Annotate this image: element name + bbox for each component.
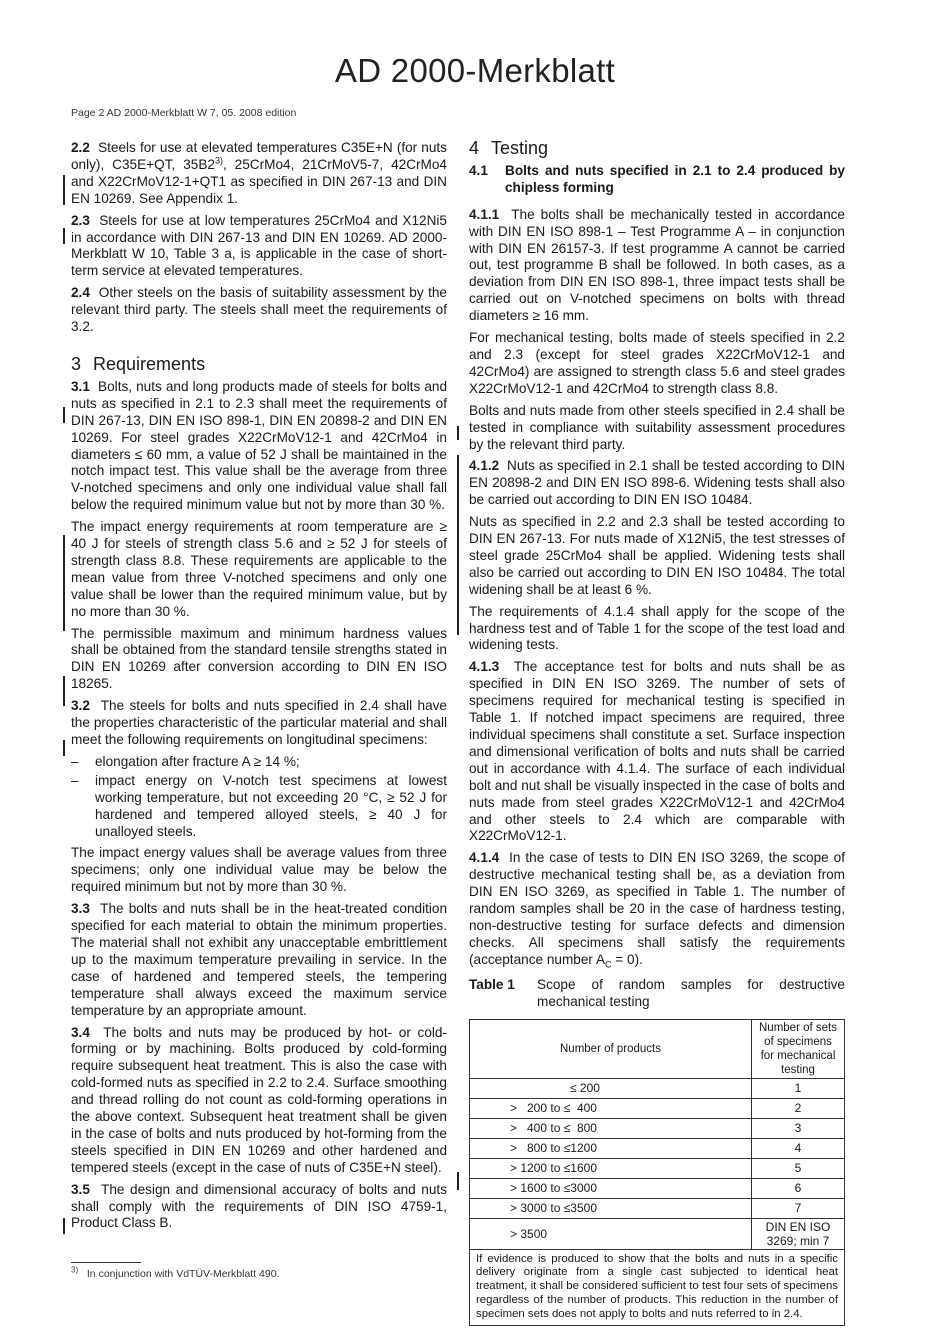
para-number: 2.2 [71,140,90,155]
table-row [470,1218,845,1249]
change-bar [457,1172,459,1190]
para-text: Steels for use at low temperatures 25CrMo4 and X12Ni5 in accordance with DIN 267-13 and DIN EN 10269. AD 2000-Merkblatt W 10, Table 3 a, is applicable in the case of short-term service at elevated temperatures. [71,212,447,279]
products-range-cell: ≤ 200 [470,1078,752,1098]
para-number: 4.1.4 [469,850,500,866]
change-bar [63,535,65,631]
subscript: C [605,959,612,970]
para-text: The acceptance test for bolts and nuts shall be as specified in DIN EN ISO 3269. The number of sets of specimens required for mechanical testing is specified in Table 1. If notched impact specimens are required, three individual specimens shall constitute a set. Surface inspection and dimensional verification of bolts and nuts shall be carried out in accordance with 4.1.4. The surface of each individual bolt and nut shall be visually inspected in the case of bolts and nuts made from steel grades X22CrMoV12-1 and 42CrMo4 and other steels to 2.4 which are comparable with X22CrMoV12-1. [469,659,845,844]
page-header-title: AD 2000-Merkblatt [334,52,616,89]
table-header-row [470,1019,845,1078]
para-3-3 [71,901,447,1019]
products-range-cell: > 800 to ≤1200 [470,1138,752,1158]
para-2-3 [71,213,447,281]
para-3-4 [71,1025,447,1177]
para-3-5 [71,1182,447,1233]
table-row [470,1178,845,1198]
para-text: The bolts and nuts shall be in the heat-treated condition specified for each material to obtain the minimum properties. The material shall not exhibit any unacceptable embrittlement up to the maximum temperature prevailing in service. In the case of hardened and tempered steels, the tempering temperature shall always exceed the maximum service temperature by an appropriate amount. [71,901,448,1018]
para-text: The bolts shall be mechanically tested in accordance with DIN EN ISO 898-1 – Test Programme A – in conjunction with DIN EN 26157-3. If test programme A cannot be carried out, test programme B shall be followed. In both cases, as a deviation from DIN EN ISO 898-1, three impact tests shall be carried out on V-notched specimens on bolts with thread diameters ≥ 16 mm. [469,206,845,324]
table-note: If evidence is produced to show that the bolts and nuts in a specific delivery originate from a single cast subjected to identical heat treatment, it shall be considered sufficient to test four sets of specimens regardless of the number of products. This reduction in the number of specimen sets does not apply to bolts and nuts referred to in 2.4. [470,1249,845,1326]
para-number: 3.4 [71,1024,90,1040]
products-range-cell: > 3500 [470,1218,752,1249]
section-3-heading [71,353,447,374]
para-3-2 [71,698,447,749]
para-4-1-3 [469,659,845,845]
sets-count-cell: 7 [752,1198,845,1218]
section-number: 4 [469,138,480,158]
sets-count-cell: 1 [752,1078,845,1098]
para-4-1-1-c: Bolts and nuts made from other steels specified in 2.4 shall be tested in compliance with suitability assessment procedures by the relevant third party. [469,402,845,452]
para-4-1-2-c: The requirements of 4.1.4 shall apply for the scope of the hardness test and of Table 1 for the scope of the test load and widening tests. [469,603,845,653]
products-range-cell: > 3000 to ≤3500 [470,1198,752,1218]
subsection-4-1-heading [469,163,845,197]
list-item-text: impact energy on V-notch test specimens at lowest working temperature, but not exceeding 20 °C, ≥ 52 J for hardened and tempered alloyed steels, ≥ 40 J for unalloyed steels. [95,772,447,839]
sets-count-cell: 4 [752,1138,845,1158]
table-row [470,1118,845,1138]
para-2-2 [71,140,447,208]
para-text: Steels for use at elevated temperatures C35E+N (for nuts only), C35E+QT, 35B2 [71,140,447,172]
change-bar [63,407,65,423]
section-title: Testing [491,138,549,158]
right-column [469,140,845,1326]
footnote-ref: 3) [214,155,223,166]
subsection-title: Bolts and nuts specified in 2.1 to 2.4 produced by chipless forming [505,162,845,195]
para-3-2-b: The impact energy values shall be average values from three specimens; only one individual value may be below the required minimum but not by more than 30 %. [71,845,447,895]
change-bar [63,175,65,205]
section-number: 3 [71,353,82,374]
page-reference: Page 2 AD 2000-Merkblatt W 7, 05. 2008 edition [71,107,297,119]
footnote-mark: 3) [71,1265,79,1275]
table-label: Table 1 [469,976,515,992]
section-4-heading [469,140,845,157]
footnote-text: In conjunction with VdTÜV-Merkblatt 490. [86,1268,280,1280]
para-number: 4.1.2 [469,458,500,474]
para-text: = 0). [611,951,643,967]
sets-count-cell: 6 [752,1178,845,1198]
change-bar [63,740,65,756]
para-number: 3.5 [71,1181,90,1197]
para-number: 2.3 [71,212,90,228]
table-row [470,1138,845,1158]
para-number: 3.1 [71,378,90,394]
para-text: The design and dimensional accuracy of bolts and nuts shall comply with the requirements of DIN ISO 4759-1, Product Class B. [71,1181,447,1231]
products-range-cell: > 1600 to ≤3000 [470,1178,752,1198]
section-title: Requirements [93,353,206,374]
para-2-4 [71,285,447,336]
para-4-1-2 [469,458,845,509]
para-text: The steels for bolts and nuts specified in 2.4 shall have the properties characteristic of the particular material and shall meet the following requirements on longitudinal specimens: [71,698,447,747]
list-item [71,754,447,771]
para-text: Nuts as specified in 2.1 shall be tested according to DIN EN 20898-2 and DIN EN ISO 898-6. Widening tests shall also be carried out according to DIN EN ISO 10484. [469,458,845,508]
para-3-1 [71,379,447,514]
change-bar [457,455,459,635]
para-4-1-2-b: Nuts as specified in 2.2 and 2.3 shall be tested according to DIN EN 267-13. For nuts made of X12Ni5, the test stresses of steel grade 25CrMo4 shall be applied. Widening tests shall also be carried out according to DIN EN ISO 10484. The total widening shall be at least 6 %. [469,514,845,597]
left-column [71,140,447,1237]
table-body [470,1078,845,1326]
change-bar [457,426,459,440]
footnote-rule [71,1262,141,1263]
para-4-1-1 [469,207,845,325]
para-number: 3.3 [71,901,90,917]
para-number: 4.1.1 [469,206,500,222]
para-text: In the case of tests to DIN EN ISO 3269, the scope of destructive mechanical testing shall be, as a deviation from DIN EN ISO 3269, as specified in Table 1. The number of random samples shall be 20 in the case of hardness testing, non-destructive testing for surface defects and dimension checks. All specimens shall satisfy the requirements (acceptance number A [469,850,845,967]
para-text: The bolts and nuts may be produced by hot- or cold-forming or by machining. Bolts produced by cold-forming require subsequent heat treatment. This is also the case with cold-formed nuts as specified in 2.2 to 2.4. Surface smoothing and thread rolling do not count as cold-forming operations in the above context. Subsequent heat treatment shall be given in the case of bolts and nuts produced by hot-forming from the steels specified in DIN EN 10269 and other hardened and tempered steels (except in the case of nuts of C35E+N steel). [71,1024,447,1175]
sets-count-cell: DIN EN ISO 3269; min 7 [752,1218,845,1249]
sets-count-cell: 5 [752,1158,845,1178]
change-bar [63,1218,65,1234]
para-text: , 25CrMo4, 21CrMoV5-7, 42CrMo4 and X22CrMoV12-1+QT1 as specified in DIN 267-13 and DIN EN 10269. See Appendix 1. [71,156,447,206]
column-header: Number of sets of specimens for mechanical testing [752,1019,845,1078]
sample-scope-table [469,1019,845,1327]
requirements-list [71,754,447,841]
subsection-number: 4.1 [469,162,488,178]
column-header: Number of products [470,1019,752,1078]
para-text: Bolts, nuts and long products made of steels for bolts and nuts as specified in 2.1 to 2.3 shall meet the requirements of DIN 267-13, DIN EN ISO 898-1, DIN EN 20898-2 and DIN EN 10269. For steel grades X22CrMoV12-1 and 42CrMo4 in diameters ≤ 60 mm, a value of 52 J shall be maintained in the notch impact test. This value shall be the average from three V-notched specimens and only one individual value shall fall below the required minimum value but not by more than 30 %. [71,378,448,513]
para-number: 2.4 [71,285,90,301]
para-text: Other steels on the basis of suitability assessment by the relevant third party. The steels shall meet the requirements of 3.2. [71,285,447,335]
dash-marker: – [71,753,79,769]
products-range-cell: > 400 to ≤ 800 [470,1118,752,1138]
dash-marker: – [71,772,79,788]
sets-count-cell: 2 [752,1098,845,1118]
products-range-cell: > 1200 to ≤1600 [470,1158,752,1178]
table-row [470,1198,845,1218]
table-title: Scope of random samples for destructive mechanical testing [537,976,845,1009]
para-number: 4.1.3 [469,659,500,675]
footnote [71,1265,280,1280]
table-row [470,1158,845,1178]
para-3-1-c: The permissible maximum and minimum hardness values shall be obtained from the standard tensile strengths stated in DIN EN 10269 after conversion according to DIN EN ISO 18265. [71,625,447,692]
para-4-1-1-b: For mechanical testing, bolts made of steels specified in 2.2 and 2.3 (except for steel grades X22CrMoV12-1 and 42CrMo4) are assigned to strength class 5.6 and steel grades X22CrMoV12-1 and 42CrMo4 to strength class 8.8. [469,330,845,396]
change-bar [63,228,65,244]
list-item [71,773,447,841]
para-4-1-4 [469,850,845,968]
products-range-cell: > 200 to ≤ 400 [470,1098,752,1118]
table-note-row [470,1249,845,1326]
table-row [470,1078,845,1098]
table-caption [469,977,845,1011]
sets-count-cell: 3 [752,1118,845,1138]
change-bar [63,676,65,706]
table-row [470,1098,845,1118]
para-3-1-b: The impact energy requirements at room temperature are ≥ 40 J for steels of strength class 5.6 and ≥ 52 J for steels of strength class 8.8. These requirements are applicable to the mean value from three V-notched specimens and only one value shall be lower than the required minimum value, but by no more than 30 %. [71,519,447,619]
para-number: 3.2 [71,698,90,714]
list-item-text: elongation after fracture A ≥ 14 %; [95,753,300,769]
